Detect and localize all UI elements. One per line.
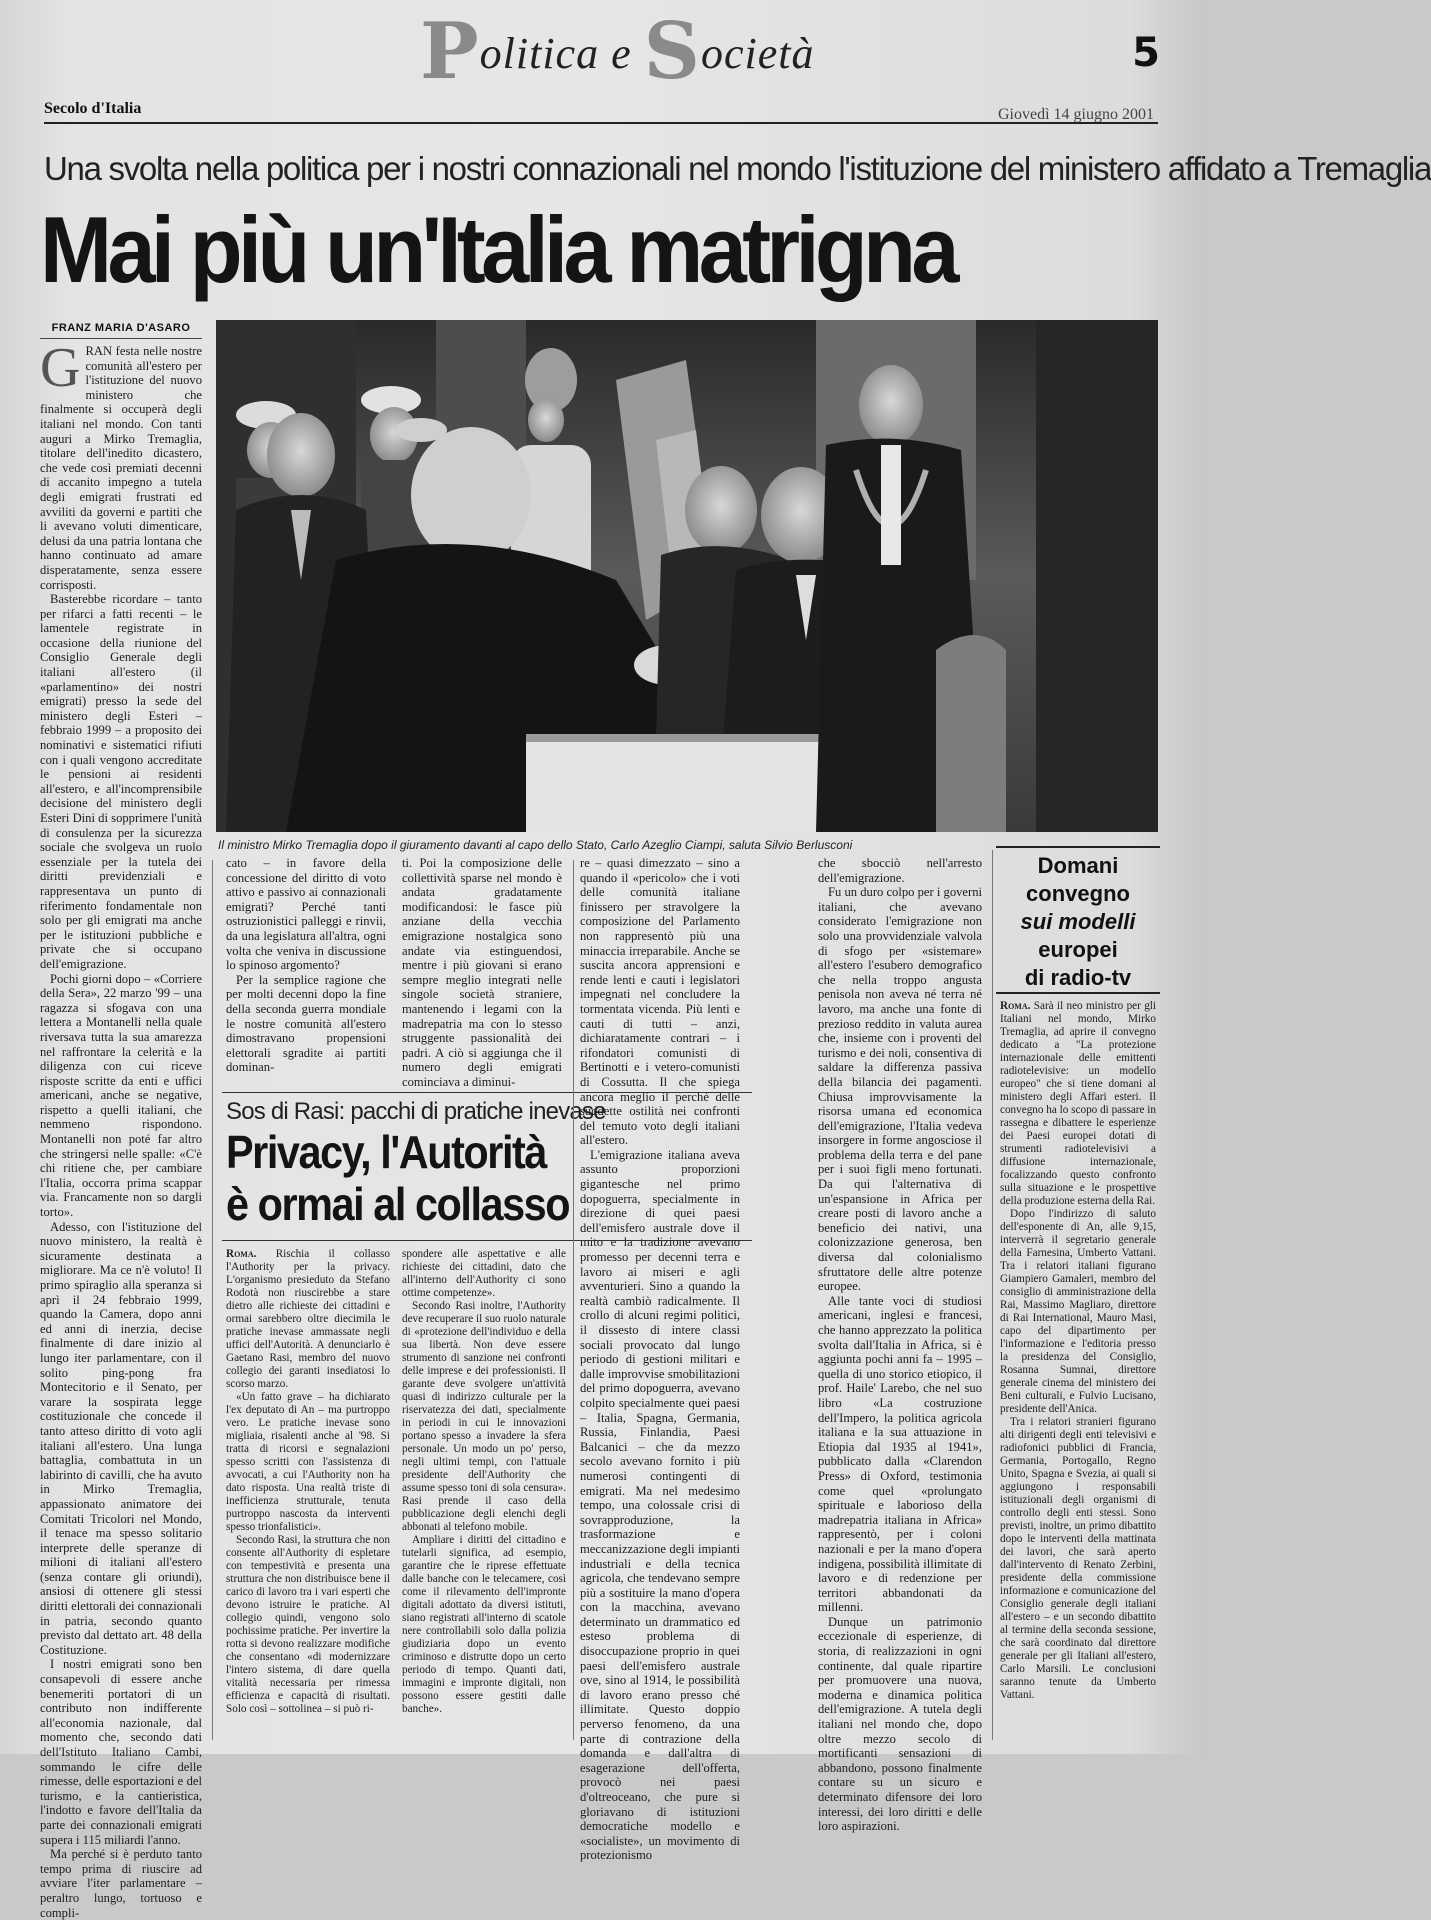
sub-article-top-rule xyxy=(222,1092,752,1093)
paragraph: cato – in favore della concessione del diritto di voto attivo e passivo ai connazionali emigrati? Perché tanti ostruzionistici palleggi e rinvii, da una legislatura all'altra, ogni volta che veniva in discussione lo spinoso argomento? xyxy=(226,856,386,973)
section-initial-s: S xyxy=(643,6,701,97)
side-box-city: Roma. xyxy=(1000,1000,1031,1012)
paragraph: Tra i relatori stranieri figurano alti dirigenti degli enti televisivi e radiofonici pubblici di Francia, Germania, Portogallo, Regno Unito, Spagna e Svezia, ai quali si aggiungono i responsabili istituzionali degli organismi di controllo degli enti stessi. Sono previsti, inoltre, un primo dibattito dopo le interventi della mattinata dei lavori, che sarà aperto dall'intervento di Renato Zerbini, presidente della commissione informazione e comunicazione del Consiglio generale degli italiani all'estero – e un secondo dibattito al termine della seconda sessione, che sarà coordinato dal direttore generale per gli Italiani all'estero, Carlo Marsili. Le conclusioni saranno tenute da Umberto Vattani. xyxy=(1000,1416,1156,1701)
paragraph: Ma perché si è perduto tanto tempo prima di riuscire ad avviare l'iter parlamentare – peraltro lungo, tortuoso e compli- xyxy=(40,1847,202,1920)
article-headline: Mai più un'Italia matrigna xyxy=(40,197,955,302)
sub-article-column-1 xyxy=(226,1248,390,1742)
paragraph: Dunque un patrimonio eccezionale di esperienze, di storia, di realizzazioni in ogni continente, dal quale ripartire per promuovere una nuova, moderna e dinamica politica dell'emigrazione. A tutela degli italiani nel mondo che, dopo oltre mezzo secolo di mortificanti sensazioni di abbandono, possono finalmente contare su un sicuro e determinato difensore dei loro interessi, dei loro diritti e delle loro aspirazioni. xyxy=(818,1614,982,1834)
sub-headline-line-2: è ormai al collasso xyxy=(226,1178,570,1230)
paragraph: re – quasi dimezzato – sino a quando il «pericolo» che i voti delle comunità italiane finissero per stravolgere la composizione del Parlamento non rappresentò più una minaccia irreparabile. Anche se suscita ancora apprensioni e rende lenti e cauti i legislatori impegnati nel concludere la tormentata vicenda. Più lenti e cauti di tutti – anzi, dichiaratamente contrari – i rifondatori comunisti di Bertinotti e i vetero-comunisti di Cossutta. Il che spiega ancora meglio il perché delle suddette ostilità nei confronti del temuto voto degli italiani all'estero. xyxy=(580,856,740,1148)
sub-article-city: Roma. xyxy=(226,1248,257,1260)
photo-image xyxy=(216,320,1158,832)
side-box-title-rule xyxy=(996,992,1160,994)
sub-article-text: Rischia il collasso l'Authority per la privacy. L'organismo presieduto da Stefano Rodotà non riuscirebbe a stare dietro alle richieste dei cittadini e ormai sarebbero oltre diecimila le pratiche inevase ammassate negli uffici dell'Autorità. A denunciarlo è Gaetano Rasi, membro del nuovo collegio dei garanti insediatosi lo scorso marzo. xyxy=(226,1248,390,1390)
paragraph: Ampliare i diritti del cittadino e tutelarli significa, ad esempio, garantire che le riprese effettuate dalle banche con le telecamere, così come il rilevamento dell'impronte digitali adottato da diversi istituti, siano registrati all'interno di scatole nere controllabili solo dalla polizia giudiziaria dopo un evento criminoso e distrutte dopo un certo periodo di tempo. Quanti dati, immagini e impronte digitali, non possono essere gestiti dalle banche». xyxy=(402,1534,566,1715)
side-box-top-rule xyxy=(996,846,1160,848)
masthead: Secolo d'Italia xyxy=(44,100,142,117)
sub-headline-line-1: Privacy, l'Autorità xyxy=(226,1126,546,1178)
article-column-5 xyxy=(818,856,982,1834)
paragraph: Secondo Rasi inoltre, l'Authority deve recuperare il suo ruolo naturale di «protezione dell'individuo e della sua libertà. Non deve essere strumento di sanzione nei confronti delle imprese e dei professionisti. Il garante deve svolgere un'attività quasi di indirizzo culturale per la riservatezza dei dati, specialmente in periodi in cui le innovazioni portano spesso a invadere la sfera personale. Un modo un po' perso, negli ultimi tempi, con l'attuale presidente dell'Authority che assume spesso toni di sola censura». Rasi prende il caso della pubblicazione degli elenchi degli abbonati al telefono mobile. xyxy=(402,1300,566,1533)
section-title xyxy=(420,6,815,97)
sub-article-headline-rule xyxy=(222,1240,752,1241)
side-box-title-line: sui modelli xyxy=(1020,909,1136,934)
column-divider xyxy=(573,860,574,1740)
photo-caption: Il ministro Mirko Tremaglia dopo il giuramento davanti al capo dello Stato, Carlo Azeglio Ciampi, saluta Silvio Berlusconi xyxy=(218,838,853,852)
paragraph: RAN festa nelle nostre comunità all'estero per l'istituzione del nuovo ministero che finalmente si occuperà degli italiani nel mondo. Con tanti auguri a Mirko Tremaglia, titolare dell'inedito dicastero, che vede così premiati decenni di accanito impegno a tutela degli emigrati frustrati ed avviliti da governi e partiti che li avevano voluti dimenticare, delusi da una patria lontana che hanno continuato ad amare disperatamente, senza essere corrisposti. xyxy=(40,344,202,592)
side-box-text: Sarà il neo ministro per gli Italiani nel mondo, Mirko Tremaglia, ad aprire il convegno dedicato a "La protezione internazionale delle emittenti radiotelevisive: un modello europeo" che si tiene domani al ministero degli Affari esteri. Il convegno ha lo scopo di passare in rassegna e dibattere le esperienze dei Paesi europei dotati di strumenti radiotelevisivi a diffusione internazionale, focalizzando questo confronto sulla situazione e le prospettive della produzione esterna della Rai. xyxy=(1000,1000,1157,1207)
column-divider xyxy=(992,850,993,1740)
article-column-3 xyxy=(402,856,562,1088)
section-initial-p: P xyxy=(420,6,480,97)
page-number: 5 xyxy=(1132,30,1160,76)
paragraph: che sbocciò nell'arresto dell'emigrazione. xyxy=(818,856,982,885)
article-column-2 xyxy=(226,856,386,1088)
article-column-4 xyxy=(580,856,740,1863)
paragraph: Per la semplice ragione che per molti decenni dopo la fine della seconda guerra mondiale le nostre comunità all'estero dimostravano propensioni elettorali sgradite ai partiti dominan- xyxy=(226,972,386,1075)
section-title-part-2: ocietà xyxy=(700,29,815,78)
side-box-body xyxy=(1000,1000,1156,1740)
sub-article-headline xyxy=(226,1126,694,1230)
paragraph: Pochi giorni dopo – «Corriere della Sera», 22 marzo '99 – una ragazza si sfogava con una lettera a Montanelli nella quale riversava tutta la sua amarezza nel raffrontare la celerità e la diligenza con cui riceve risposte scritte da enti e uffici americani, anche se negative, rispetto a quelli italiani, che nemmeno rispondono. Montanelli non poté far altro che stringersi nelle spalle: «C'è chi ritiene che, per cambiare l'Italia, occorra prima scappar via. Francamente non so dargli torto». xyxy=(40,971,202,1220)
side-box-title-line: Domani xyxy=(1037,853,1119,878)
dropcap: G xyxy=(40,337,81,399)
dateline: Giovedì 14 giugno 2001 xyxy=(998,106,1154,123)
article-column-1 xyxy=(40,337,202,1920)
paragraph: Alle tante voci di studiosi americani, inglesi e francesi, che hanno apprezzato la politica svolta dall'Italia in Africa, si è aggiunta pochi anni fa – 1995 – quella di uno storico etiopico, il prof. Haile' Larebo, che nel suo libro «La costruzione dell'Impero, la politica agricola italiana e la sua attuazione in Etiopia dal 1935 al 1941», pubblicato dalla «Clarendon Press» di Oxford, testimonia come quel «prolungato spirituale e laborioso della madrepatria italiana in Africa» rappresentò, per i coloni nazionali e per la mano d'opera indigena, possibilità illimitate di lavoro e di redenzione per territori abbandonati da millenni. xyxy=(818,1293,982,1615)
paragraph: Secondo Rasi, la struttura che non consente all'Authority di espletare con tempestività e presenta una struttura che non distribuisce bene il carico di lavoro tra i vari esperti che devono istruire le pratiche. Al collegio quindi, vengono solo pochissime pratiche. Per invertire la rotta si devono realizzare modifiche che consentano «di modernizzare l'intero sistema, di dare quella vitalità necessaria per rimessa efficienza e capacità di risultati. Solo così – sottolinea – si può ri- xyxy=(226,1534,390,1715)
paragraph: Dopo l'indirizzo di saluto dell'esponente di An, alle 9,15, interverrà il segretario generale della Farnesina, Umberto Vattani. Tra i relatori italiani figurano Giampiero Gamaleri, membro del consiglio di amministrazione della Rai, Massimo Magliaro, direttore di Rai International, Mauro Masi, capo del dipartimento per l'informazione e l'editoria presso la presidenza del Consiglio, Rosanna Sumnai, direttore generale cinema del ministero dei Beni culturali, e Fulvio Lucisano, presidente dell'Anica. xyxy=(1000,1208,1156,1415)
paragraph: spondere alle aspettative e alle richieste dei cittadini, dato che all'interno dell'Authority ci sono ottime competenze». xyxy=(402,1248,566,1299)
byline: FRANZ MARIA D'ASARO xyxy=(40,322,202,339)
paragraph xyxy=(1000,1000,1156,1208)
sub-article-column-2 xyxy=(402,1248,566,1742)
article-kicker: Una svolta nella politica per i nostri connazionali nel mondo l'istituzione del ministero affidato a Tremaglia xyxy=(44,150,1431,187)
side-box-title-line: europei xyxy=(1038,937,1118,962)
paragraph: Fu un duro colpo per i governi italiani, che avevano considerato l'emigrazione non solo una provvidenziale valvola di sfogo per «sistemare» all'estero l'esubero demografico che nella troppo angusta penisola non aveva né terra né lavoro, ma anche una fonte di prezioso reddito in valuta aurea che, insieme con i proventi del turismo e dei noli, consentiva di saldare la differenza passiva della bilancia dei pagamenti. Chiusa improvvisamente la risorsa umana ed economica dell'emigrazione, l'Italia vedeva insorgere in forme angosciose il problema della terra e del pane per i suoi figli meno fortunati. Da qui l'alternativa di un'espansione in Africa per creare posti di lavoro anche a beneficio dei nativi, una colonizzazione generosa, ben diversa dal colonialismo sfruttatore delle altre potenze europee. xyxy=(818,885,982,1294)
column-divider xyxy=(212,860,213,1740)
paragraph: ti. Poi la composizione delle collettività sparse nel mondo è andata gradatamente modificandosi: le fasce più anziane della vecchia emigrazione nostalgica sono andate via estinguendosi, mentre i più giovani si erano sempre meglio integrati nelle singole società straniere, mantenendo i legami con la madrepatria ma con lo stesso struggente passionalità dei padri. A ciò si aggiunga che il numero degli emigrati cominciava a diminui- xyxy=(402,856,562,1089)
paragraph xyxy=(226,1248,390,1391)
paragraph: «Un fatto grave – ha dichiarato l'ex deputato di An – ma purtroppo vero. Le pratiche inevase sono migliaia, risalenti anche al '98. Si tratta di ricorsi e segnalazioni spesso scritti con l'assistenza di avvocati, a cui l'Authority non ha dato risposta. Una realtà triste di inefficienza strutturale, tenuta purtroppo nascosta da interventi spesso trionfalistici». xyxy=(226,1391,390,1533)
sub-article-kicker: Sos di Rasi: pacchi di pratiche inevase xyxy=(226,1098,606,1125)
side-box-title-line: convegno xyxy=(1026,881,1130,906)
photo-swearing-in xyxy=(216,320,1158,832)
side-box-title xyxy=(1000,852,1156,992)
side-box-title-line: di radio-tv xyxy=(1024,965,1132,990)
section-title-part-1: olitica e xyxy=(479,29,644,78)
paragraph: Adesso, con l'istituzione del nuovo ministero, la realtà è sicuramente destinata a migliorare. Ma ce n'è voluto! Il primo spiraglio alla speranza si aprì il 24 febbraio 1999, quando la Camera, dopo anni ed anni di inerzia, decise finalmente di dare inizio al lungo iter parlamentare, con il solito ping-pong fra Montecitorio e il Senato, per varare la sospirata legge costituzionale che concede il tanto atteso diritto di voto agli italiani all'estero. Una lunga battaglia, combattuta in un labirinto di cavilli, che ha avuto in Mirko Tremaglia, appassionato animatore dei Comitati Tricolori nel Mondo, il tenace ma spesso solitario interprete delle speranze di milioni di italiani all'estero (senza contare gli oriundi), ansiosi di ottenere gli stessi diritti elettorali dei connazionali in patria, secondo quanto previsto dal dettato art. 48 della Costituzione. xyxy=(40,1219,202,1657)
paragraph: L'emigrazione italiana aveva assunto proporzioni gigantesche nel primo dopoguerra, specialmente in direzione di quei paesi dell'emisfero australe dove il mito e la tradizione avevano promesso per decenni terra e lavoro ai miseri e agli avventurieri. Sino a quando la realtà cambiò radicalmente. Il crollo di alcuni regimi politici, il dissesto di intere classi sociali provocato dal lungo periodo di gestioni militari e dalle improvvise smobilitazioni del primo dopoguerra, avevano colpito specialmente quei paesi – Italia, Spagna, Germania, Russia, Finlandia, Paesi Balcanici – che da mezzo secolo avevano fornito i più numerosi contingenti di emigrati. Ma nel medesimo tempo, una colossale crisi di sovrapproduzione, la trasformazione e meccanizzazione degli impianti industriali e della tecnica agricola, che tendevano sempre più a sostituire la mano d'opera con la macchina, avevano determinato un drammatico ed esteso problema di disoccupazione proprio in quei paesi dell'emisfero australe ove, sino al 1914, le possibilità di lavoro erano presso ché illimitate. Questo doppio perverso fenomeno, da una parte di contrazione della domanda e dall'altra di esagerazione dell'offerta, provocò nei paesi d'oltreoceano, che pure si gloriavano di istituzioni democratiche modello e «socialiste», un movimento di protezionismo xyxy=(580,1147,740,1863)
header-rule xyxy=(44,122,1158,124)
paragraph: I nostri emigrati sono ben consapevoli di essere anche benemeriti portatori di un contributo non indifferente all'economia nazionale, dal momento che, secondo dati dell'Istituto Italiano Cambi, sommando le cifre delle rimesse, delle esportazioni e del turismo, e la cantieristica, l'indotto e favore dell'Italia da parte dei connazionali emigrati supera i 115 miliardi l'anno. xyxy=(40,1657,202,1847)
paragraph: Basterebbe ricordare – tanto per rifarci a fatti recenti – le lamentele registrate in occasione della riunione del Consiglio Generale degli italiani all'estero (il «parlamentino» dei nostri emigrati) presso la sede del ministero degli Esteri – febbraio 1999 – a proposito dei nominativi e sistematici rifiuti con i quali vengono accreditate le pensioni ai residenti all'estero, e all'incomprensibile decisione del ministero degli Esteri Dini di sopprimere l'unità di consulenza per la sicurezza sociale che svolgeva un ruolo essenziale per la tutela dei diritti previdenziali e rappresentava un punto di riferimento fondamentale non solo per gli emigrati ma anche per le istituzioni pubbliche e private che si occupano dell'emigrazione. xyxy=(40,592,202,971)
